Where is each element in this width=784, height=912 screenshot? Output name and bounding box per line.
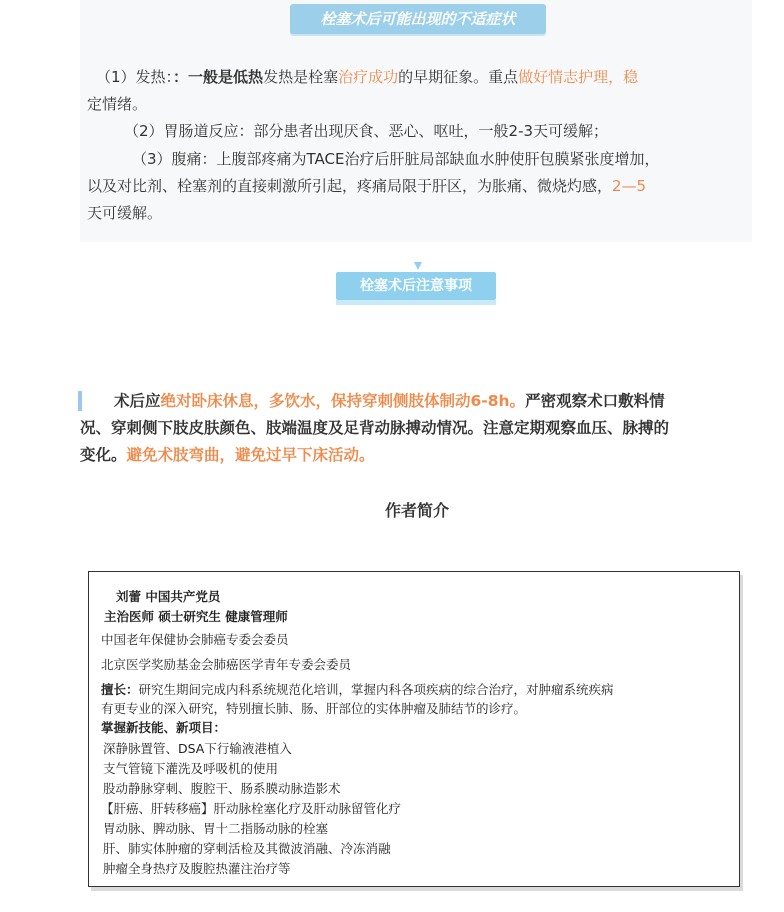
gi-paragraph: （2）胃肠道反应：部分患者出现厌食、恶心、呕吐，一般2-3天可缓解； xyxy=(124,122,609,140)
skill-item: 支气管镜下灌洗及呼吸机的使用 xyxy=(103,761,279,776)
symptoms-heading: 栓塞术后可能出现的不适症状 xyxy=(290,4,546,34)
author-title: 作者简介 xyxy=(384,501,449,520)
care-heading-shadow xyxy=(336,300,496,305)
expertise-label: 擅长： xyxy=(101,682,139,697)
skill-item: 胃动脉、脾动脉、胃十二指肠动脉的栓塞 xyxy=(103,821,329,836)
fever-orange-2: 做好情志护理，稳 xyxy=(518,68,639,86)
author-titles: 主治医师 硕士研究生 健康管理师 xyxy=(104,609,288,624)
fever-orange-1: 治疗成功 xyxy=(338,68,399,86)
skill-item: 肿瘤全身热疗及腹腔热灌注治疗等 xyxy=(103,861,291,876)
fever-bold: ：一般是低热 xyxy=(173,68,264,86)
skills-label: 掌握新技能、新项目： xyxy=(101,720,227,735)
author-member-2: 北京医学奖励基金会肺癌医学青年专委会委员 xyxy=(101,657,352,672)
care-paragraph xyxy=(80,388,760,469)
author-expertise-line-1 xyxy=(101,680,614,698)
fever-orange-3: 定情绪。 xyxy=(87,95,148,113)
care-text-3: 变化。 xyxy=(80,446,127,464)
fever-prefix: （1）发热： xyxy=(96,68,174,86)
care-orange-2: 避免术肢弯曲，避免过早下床活动。 xyxy=(126,446,375,464)
care-line-1 xyxy=(80,388,760,415)
care-heading: 栓塞术后注意事项 xyxy=(336,272,496,300)
care-line-2: 况、穿刺侧下肢皮肤颜色、肢端温度及足背动脉搏动情况。注意定期观察血压、脉搏的 xyxy=(80,419,670,437)
heading-pointer-icon xyxy=(414,262,422,270)
care-text-1: 术后应 xyxy=(114,392,161,410)
care-orange-1: 绝对卧床休息，多饮水，保持穿刺侧肢体制动6-8h。 xyxy=(160,392,526,410)
author-expertise-line-2: 有更专业的深入研究，特别擅长肺、肠、肝部位的实体肿瘤及肺结节的诊疗。 xyxy=(101,701,527,716)
skill-item: 深静脉置管、DSA下行输液港植入 xyxy=(103,741,292,756)
expertise-text-1: 研究生期间完成内科系统规范化培训，掌握内科各项疾病的综合治疗，对肿瘤系统疾病 xyxy=(138,682,614,697)
author-name: 刘蕾 中国共产党员 xyxy=(116,589,221,604)
pain-line-2 xyxy=(87,173,646,200)
care-line-3 xyxy=(80,442,760,469)
skill-item: 【肝癌、肝转移癌】肝动脉栓塞化疗及肝动脉留管化疗 xyxy=(101,801,402,816)
fever-mid-2: 的早期征象。重点 xyxy=(398,68,519,86)
fever-paragraph xyxy=(96,64,756,91)
skill-item: 肝、肺实体肿瘤的穿刺活检及其微波消融、冷冻消融 xyxy=(103,841,391,856)
pain-line-2-orange: 2—5 xyxy=(612,177,647,195)
pain-line-2-text: 以及对比剂、栓塞剂的直接刺激所引起，疼痛局限于肝区，为胀痛、微烧灼感， xyxy=(87,177,613,195)
author-member-1: 中国老年保健协会肺癌专委会委员 xyxy=(101,632,289,647)
fever-mid: 发热是栓塞 xyxy=(263,68,339,86)
pain-line-1: （3）腹痛：上腹部疼痛为TACE治疗后肝脏局部缺血水肿使肝包膜紧张度增加， xyxy=(132,150,660,168)
care-text-2: 严密观察术口敷料情 xyxy=(525,392,665,410)
skill-item: 股动静脉穿刺、腹腔干、肠系膜动脉造影术 xyxy=(103,781,341,796)
pain-line-3: 天可缓解。 xyxy=(87,204,163,222)
